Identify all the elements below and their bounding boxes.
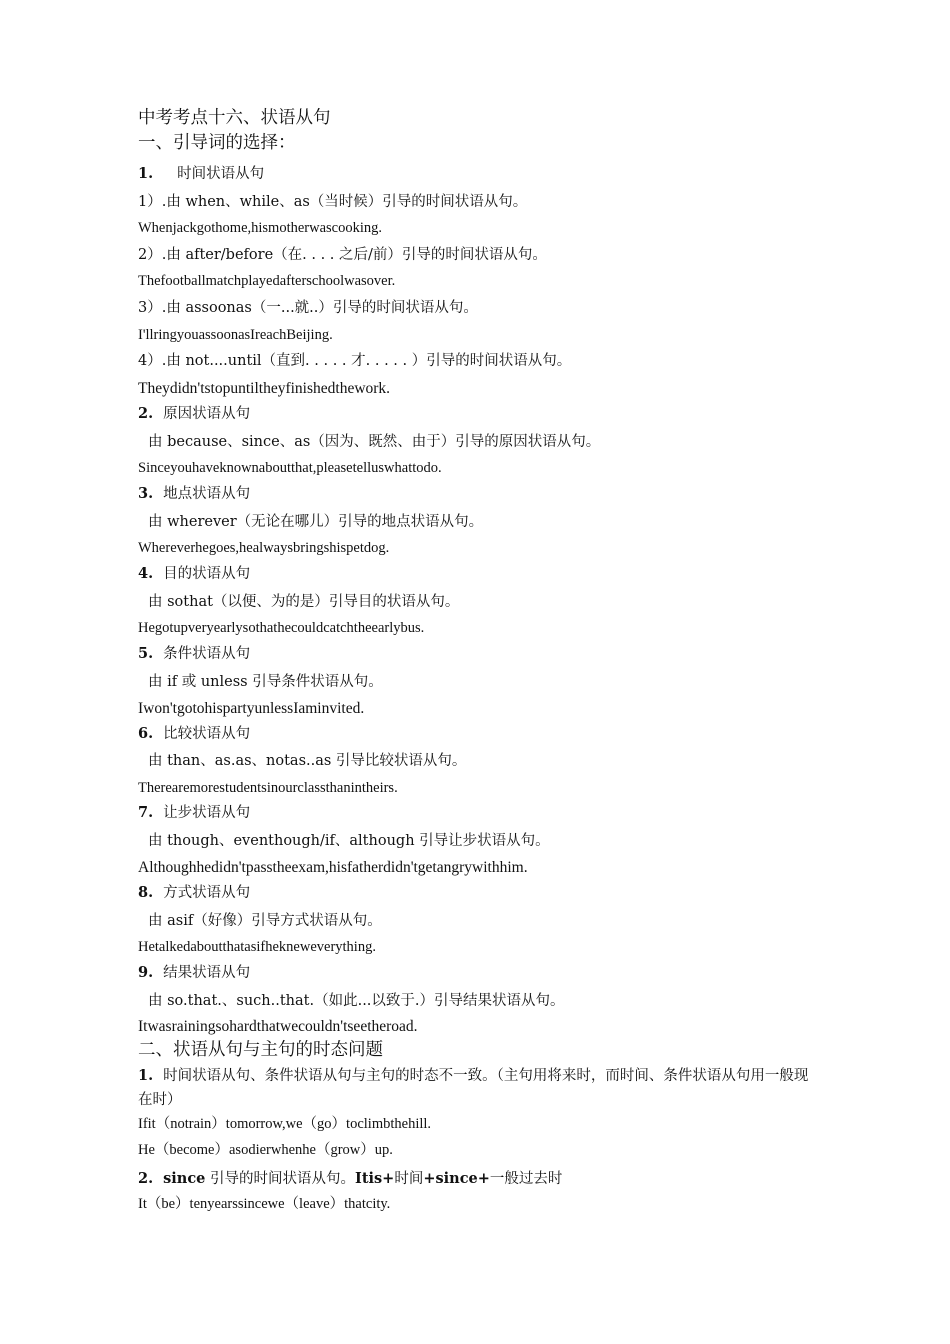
example-p2-1-a: Ifit（notrain）tomorrow,we（go）toclimbthehill. [138,1116,432,1132]
rule-7: 由 though、eventhough/if、although 引导让步状语从句。 [148,833,550,849]
rule-5: 由 if 或 unless 引导条件状语从句。 [148,674,383,690]
example-9: Itwasrainingsohardthatwecouldn'tseetheroad. [138,1018,418,1035]
part2-item-2 [138,1170,562,1188]
part1-heading: 一、引导词的选择： [138,133,296,153]
rule-8: 由 asif（好像）引导方式状语从句。 [148,913,382,929]
section-7-heading [138,804,250,822]
section-8-heading [138,884,250,902]
section-number: 3. [138,485,154,502]
example-5: Iwon'tgotohispartyunlessIaminvited. [138,700,365,717]
section-9-heading [138,964,250,982]
rule-2: 由 because、since、as（因为、既然、由于）引导的原因状语从句。 [148,434,601,450]
rule-4: 由 sothat（以便、为的是）引导目的状语从句。 [148,594,460,610]
section-title: 原因状语从句 [163,406,251,422]
section-number: 5. [138,645,154,662]
section-number: 7. [138,804,154,821]
section-number: 6. [138,725,154,742]
pattern-since: +since+ [423,1170,490,1187]
example-1-2: Thefootballmatchplayedafterschoolwasover. [138,273,396,289]
item-number: 1. [138,1067,154,1084]
example-p2-2: It（be）tenyearssincewe（leave）thatcity. [138,1196,391,1212]
section-3-heading [138,485,250,503]
section-number: 4. [138,565,154,582]
part2-heading: 二、状语从句与主句的时态问题 [138,1040,383,1060]
rule-1-4: 4）.由 not....until（直到. . . . . 才. . . . . ）引导的时间状语从句。 [138,353,572,369]
rule-3: 由 wherever（无论在哪儿）引导的地点状语从句。 [148,514,484,530]
section-number: 2. [138,405,154,422]
section-2-heading [138,405,250,423]
item-number: 2. [138,1170,154,1187]
example-7: Althoughhedidn'tpasstheexam,hisfatherdidn'tgetangrywithhim. [138,859,528,876]
section-title: 比较状语从句 [163,726,251,742]
part2-item-1 [138,1064,818,1112]
section-5-heading [138,645,250,663]
section-4-heading [138,565,250,583]
example-p2-1-b: He（become）asodierwhenhe（grow）up. [138,1142,393,1158]
since-keyword: since [163,1170,206,1187]
section-title: 方式状语从句 [163,885,251,901]
pattern-start: Itis+ [355,1170,395,1187]
rule-1-3: 3）.由 assoonas（一...就..）引导的时间状语从句。 [138,300,478,316]
rule-1-2: 2）.由 after/before（在. . . . 之后/前）引导的时间状语从句。 [138,247,547,263]
rule-1-1: 1）.由 when、while、as（当时候）引导的时间状语从句。 [138,194,528,210]
item-text: 引导的时间状语从句。 [205,1171,356,1187]
rule-6: 由 than、as.as、notas..as 引导比较状语从句。 [148,753,467,769]
section-1-heading [138,165,264,183]
section-title: 结果状语从句 [163,965,251,981]
example-1-1: Whenjackgothome,hismotherwascooking. [138,220,383,236]
example-8: Hetalkedaboutthatasifhekneweverything. [138,939,376,955]
item-text: 时间状语从句、条件状语从句与主句的时态不一致。（主句用将来时，而时间、条件状语从句用一般现在时） [138,1068,809,1108]
section-number: 8. [138,884,154,901]
section-title: 条件状语从句 [163,646,251,662]
rule-9: 由 so.that.、such..that.（如此...以致于.）引导结果状语从句。 [148,993,565,1009]
section-number: 1. [138,165,154,182]
example-1-4: Theydidn'tstopuntiltheyfinishedthework. [138,380,391,397]
section-title: 目的状语从句 [163,566,251,582]
example-1-3: I'llringyouassoonasIreachBeijing. [138,327,333,343]
document-title: 中考考点十六、状语从句 [138,108,331,128]
section-number: 9. [138,964,154,981]
example-3: Whereverhegoes,healwaysbringshispetdog. [138,540,390,556]
example-4: Hegotupveryearlysothathecouldcatchtheearlybus. [138,620,425,636]
example-2: Sinceyouhaveknownaboutthat,pleasetelluswhattodo. [138,460,442,476]
pattern-tense: 一般过去时 [489,1171,563,1187]
section-6-heading [138,725,250,743]
section-title: 让步状语从句 [163,805,251,821]
pattern-time: 时间 [394,1171,424,1187]
example-6: Therearemorestudentsinourclassthanintheirs. [138,780,398,796]
section-title: 时间状语从句 [177,166,265,182]
section-title: 地点状语从句 [163,486,251,502]
